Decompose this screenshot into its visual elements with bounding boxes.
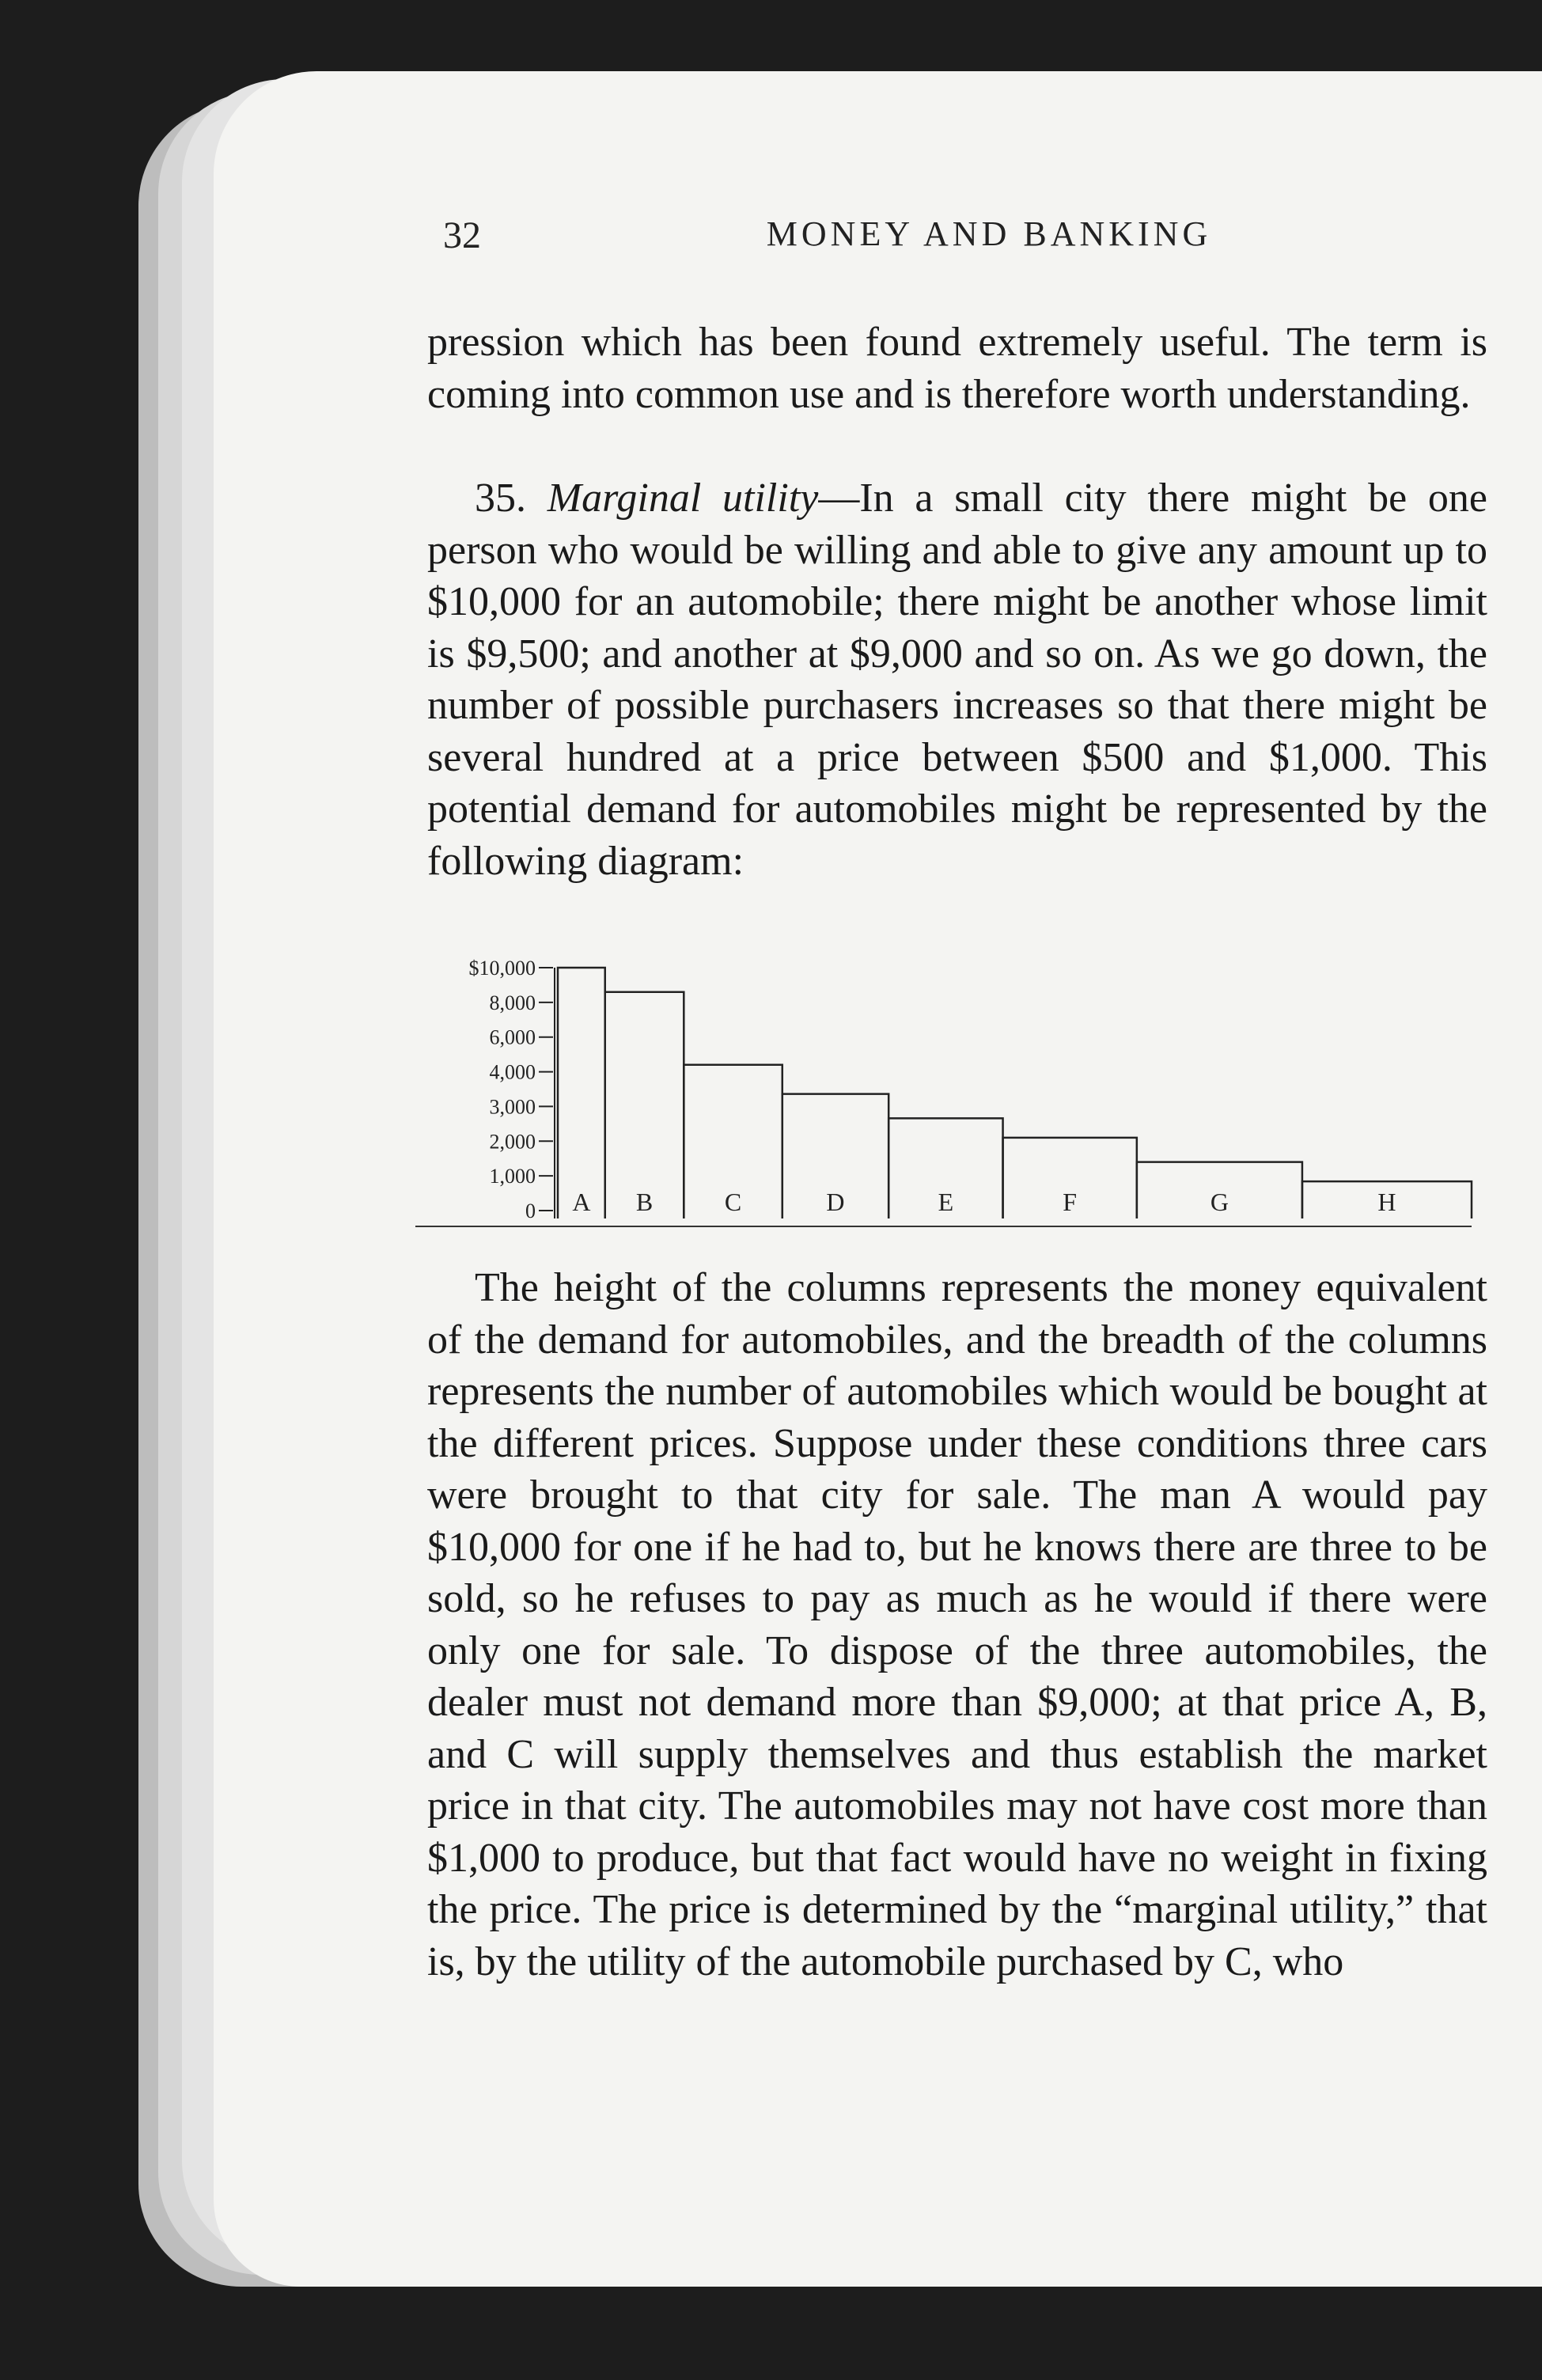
bar-label: G [1210, 1188, 1229, 1216]
bar-label: F [1063, 1188, 1078, 1216]
page-number: 32 [443, 214, 481, 256]
section-block [427, 472, 1487, 887]
top-paragraph-block [427, 316, 1487, 420]
demand-diagram [415, 953, 1523, 1254]
bar-label: A [572, 1188, 591, 1216]
top-paragraph: pression which has been found extremely useful. The term is coming into common use and is therefore worth understanding. [427, 320, 1487, 417]
y-tick-label: 2,000 [489, 1130, 536, 1154]
section-number: 35. [475, 476, 526, 521]
bar-a [558, 968, 605, 1218]
section-title: Marginal utility [547, 476, 819, 521]
bottom-paragraph-block [427, 1262, 1487, 1988]
y-tick-label: 4,000 [489, 1060, 536, 1084]
y-tick-label: 8,000 [489, 991, 536, 1014]
bar-label: H [1377, 1188, 1396, 1216]
bar-label: D [826, 1188, 845, 1216]
bar-label: B [635, 1188, 654, 1216]
y-tick-label: 6,000 [489, 1025, 536, 1049]
y-tick-label: 0 [525, 1199, 536, 1222]
section-paragraph [427, 472, 1487, 887]
page-header [443, 198, 1535, 269]
section-body: —In a small city there might be one person who would be willing and able to give any amount up to $10,000 for an automobile; there might be another whose limit is $9,500; and another at $9,000 and so on. As we go down, the number of possible purchasers increases so that there might be several hundred at a price between $500 and $1,000. This potential demand for automobiles might be represented by the following diagram: [427, 476, 1487, 884]
bar-label: C [724, 1188, 742, 1216]
y-tick-label: $10,000 [468, 957, 536, 980]
y-tick-label: 3,000 [489, 1095, 536, 1119]
running-head: MONEY AND BANKING [766, 214, 1212, 253]
demand-chart-svg [415, 953, 1523, 1254]
bar-b [605, 992, 684, 1218]
bar-label: E [938, 1188, 954, 1216]
bottom-paragraph: The height of the columns represents the money equivalent of the demand for automobiles, and the breadth of the columns represents the number of automobiles which would be bought at the different prices. Suppose under these conditions three cars were brought to that city for sale. The man A would pay $10,000 for one if he had to, but he knows there are three to be sold, so he refuses to pay as much as he would if there were only one for sale. To dispose of the three automobiles, the dealer must not demand more than $9,000; at that price A, B, and C will supply themselves and thus establish the market price in that city. The automobiles may not have cost more than $1,000 to produce, but that fact would have no weight in fixing the price. The price is determined by the “marginal utility,” that is, by the utility of the automobile purchased by C, who [427, 1265, 1487, 1984]
y-tick-label: 1,000 [489, 1165, 536, 1188]
